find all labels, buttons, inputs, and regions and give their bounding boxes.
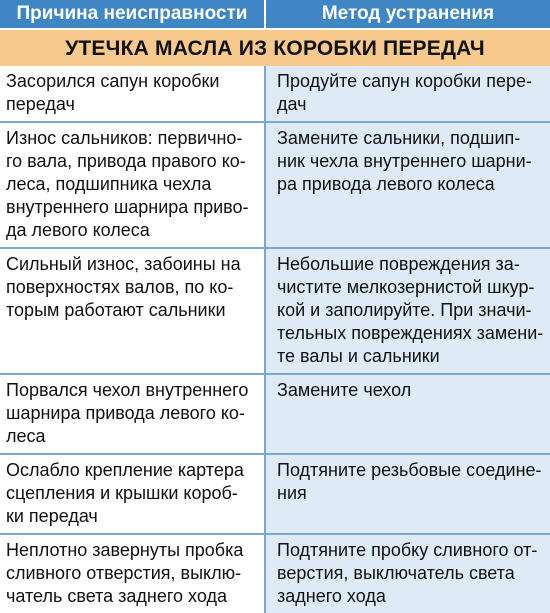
- fix-text-line: Замените чехол: [277, 380, 412, 400]
- cause-cell: [0, 66, 264, 121]
- table-row: [0, 249, 550, 375]
- fix-text-line: Замените сальники, подшип-: [277, 128, 521, 148]
- cause-cell: [0, 535, 264, 613]
- table-body: [0, 66, 550, 613]
- table-header: [0, 0, 550, 28]
- cause-cell: [0, 455, 264, 533]
- table-row: [0, 535, 550, 613]
- cause-text-line: сцепления и крышки короб-: [6, 483, 238, 503]
- fix-cell: [264, 375, 550, 453]
- cause-text-line: Ослабло крепление картера: [6, 460, 244, 480]
- fix-text-line: ра привода левого колеса: [277, 174, 495, 194]
- fix-text-line: заднего хода: [277, 586, 386, 606]
- fix-cell: [264, 455, 550, 533]
- cause-text-line: да левого колеса: [6, 220, 150, 240]
- cause-text-line: Засорился сапун коробки: [6, 71, 220, 91]
- fix-cell: [264, 123, 550, 247]
- fix-text-line: Подтяните резьбовые соедине-: [277, 460, 542, 480]
- cause-text-line: ки передач: [6, 506, 98, 526]
- fix-column-header: Метод устранения: [321, 3, 495, 24]
- table-row: [0, 375, 550, 455]
- cause-text-line: Порвался чехол внутреннего: [6, 380, 249, 400]
- fix-cell: [264, 535, 550, 613]
- fix-cell: [264, 66, 550, 121]
- fix-text-line: те валы и сальники: [277, 346, 440, 366]
- fix-text-line: Подтяните пробку сливного от-: [277, 540, 538, 560]
- cause-cell: [0, 249, 264, 373]
- cause-text-line: леса: [6, 426, 46, 446]
- fix-text-line: верстия, выключатель света: [277, 563, 515, 583]
- fix-text-line: ник чехла внутреннего шарни-: [277, 151, 532, 171]
- cause-text-line: внутреннего шарнира приво-: [6, 197, 249, 217]
- fix-text-line: Небольшие повреждения за-: [277, 254, 520, 274]
- table-row: [0, 66, 550, 123]
- cause-cell: [0, 375, 264, 453]
- cause-text-line: шарнира привода левого ко-: [6, 403, 245, 423]
- fix-text-line: дач: [277, 94, 307, 114]
- cause-column-header: Причина неисправности: [0, 0, 266, 28]
- cause-text-line: чатель света заднего хода: [6, 586, 227, 606]
- cause-text-line: Неплотно завернуты пробка: [6, 540, 244, 560]
- cause-text-line: го вала, привода правого ко-: [6, 151, 246, 171]
- cause-text-line: торым работают сальники: [6, 300, 226, 320]
- cause-text-line: Износ сальников: первично-: [6, 128, 243, 148]
- fix-cell: [264, 249, 550, 373]
- cause-text-line: сливного отверстия, выклю-: [6, 563, 242, 583]
- fix-text-line: Продуйте сапун коробки пере-: [277, 71, 532, 91]
- fix-text-line: ния: [277, 483, 307, 503]
- fix-text-line: чистите мелкозернистой шкур-: [277, 277, 535, 297]
- cause-text-line: Сильный износ, забоины на: [6, 254, 241, 274]
- section-title: УТЕЧКА МАСЛА ИЗ КОРОБКИ ПЕРЕДАЧ: [0, 28, 550, 66]
- cause-text-line: леса, подшипника чехла: [6, 174, 212, 194]
- cause-text-line: передач: [6, 94, 75, 114]
- fix-text-line: кой и заполируйте. При значи-: [277, 300, 532, 320]
- fix-text-line: тельных повреждениях замени-: [277, 323, 544, 343]
- cause-text-line: поверхностях валов, по ко-: [6, 277, 234, 297]
- table-row: [0, 123, 550, 249]
- cause-cell: [0, 123, 264, 247]
- table-row: [0, 455, 550, 535]
